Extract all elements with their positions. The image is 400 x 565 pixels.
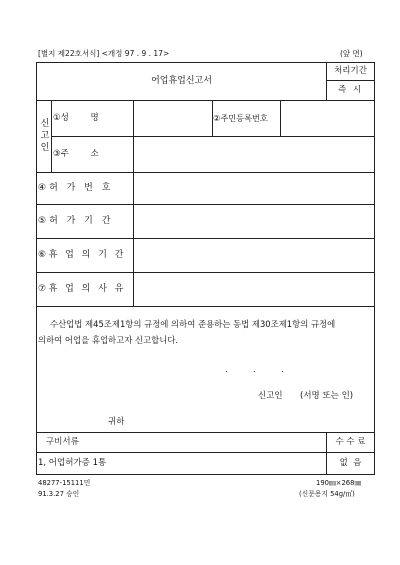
signature-area[interactable] [290, 390, 370, 404]
name-field[interactable] [134, 101, 211, 135]
suspension-period-label-cell [38, 238, 133, 272]
processing-period-header [327, 62, 374, 80]
processing-period-value: 즉 시 [337, 84, 364, 95]
name-label-cell [53, 100, 133, 136]
suspension-reason-label-cell [38, 272, 133, 306]
statement-line-1: 수산업법 제45조제1항의 규정에 의하여 준용하는 동법 제30조제1항의 규정에 [50, 319, 336, 329]
footer-approval: 91.3.27 승인 [38, 490, 80, 498]
fee-value: 없 음 [339, 457, 362, 468]
suspension-reason-label: ⑦휴 업 의 사 유 [38, 283, 126, 294]
permit-period-label-cell [38, 204, 133, 238]
address-label-cell [53, 136, 133, 172]
fee-header-cell [327, 432, 374, 452]
form-reference: [별지 제22호서식] <개정 97 . 9 . 17> [38, 49, 170, 58]
reporter-group-cell [37, 100, 51, 172]
resident-id-field[interactable] [281, 101, 373, 135]
statement-line-2: 의하여 어업을 휴업하고자 신고합니다. [38, 335, 179, 345]
name-label: ①성 명 [53, 112, 99, 123]
signer-label: 신고인 [258, 391, 283, 401]
documents-header-label: 구비서류 [46, 436, 79, 447]
suspension-period-label: ⑥휴 업 의 기 간 [38, 249, 126, 260]
documents-header-cell [38, 432, 326, 452]
fee-value-cell [327, 452, 374, 474]
footer-code: 48277-15111민 [38, 479, 91, 487]
fee-label: 수 수 료 [335, 436, 366, 447]
documents-item: 1, 어업허가증 1통 [38, 457, 107, 468]
permit-number-field[interactable] [134, 173, 373, 203]
form-title: 어업휴업신고서 [151, 75, 212, 86]
address-field[interactable] [134, 137, 373, 171]
resident-id-label: ②주민등록번호 [213, 112, 268, 123]
reporter-group-label: 신고인 [38, 118, 49, 154]
permit-number-label: ④허 가 번 호 [38, 182, 114, 193]
resident-id-label-cell [213, 100, 280, 136]
suspension-reason-field[interactable] [134, 273, 373, 305]
side-note: (앞 면) [340, 49, 363, 58]
documents-item-cell [38, 452, 326, 474]
title-cell [37, 62, 326, 100]
date-marks: . . . [225, 365, 284, 374]
permit-number-label-cell [38, 172, 133, 204]
footer-paper-type: (신문용지 54g/㎡) [299, 490, 355, 498]
footer-paper-size: 190㎜×268㎜ [316, 479, 362, 487]
processing-period-label: 처리기간 [334, 65, 367, 76]
permit-period-label: ⑤허 가 기 간 [38, 215, 114, 226]
address-label: ③주 소 [53, 148, 99, 159]
suspension-period-field[interactable] [134, 239, 373, 271]
addressee: 귀하 [108, 417, 125, 427]
signature-hint: (서명 또는 인) [300, 391, 354, 401]
permit-period-field[interactable] [134, 205, 373, 237]
processing-period-value-cell [327, 80, 374, 100]
